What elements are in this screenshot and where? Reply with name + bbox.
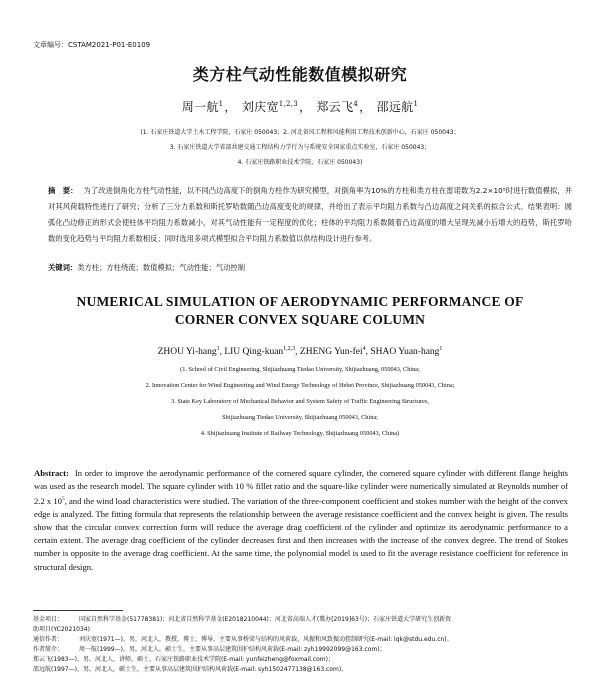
- cn-author: 郑云飞$^4$: [316, 100, 359, 114]
- reynolds-exponent: 5: [61, 496, 65, 503]
- chinese-authors: 周一航$^1$， 刘庆宽$^{1,2,3}$， 郑云飞$^4$， 邵远航$^1$: [181, 100, 419, 114]
- author-bio-line: 邵远航(1997—)，男，河北人，硕士生，主要从事高层建筑围护结构风荷载(E-mail: syh1502477138@163.com)。: [33, 666, 348, 673]
- cn-author: 周一航$^1$: [181, 100, 224, 114]
- author-bio-line: 郑云飞(1983—)，男，河北人，讲师，硕士，石家庄铁路职业技术学院(E-mail: yunfeizheng@foxmail.com)；: [33, 656, 334, 663]
- fund-footnote: [33, 614, 573, 623]
- en-affiliation-line: 3. State Key Laboratory of Mechanical Behavior and System Safety of Traffic Engineering Structures,: [171, 398, 429, 405]
- article-number: 文章编号：CSTAM2021-P01-E0109: [33, 41, 151, 49]
- english-abstract: [34, 467, 568, 574]
- chinese-abstract: [48, 183, 572, 247]
- corresponding-text: 刘庆宽(1971—)，男，河北人，教授，博士，博导，主要从事桥梁与结构的风荷载、风振和风致振动控制研究(E-mail: lqk@stdu.edu.cn)。: [79, 636, 453, 643]
- en-abstract-text-2: , and the wind load characteristics were studied. The variation of the three-component coefficient and stokes number with the height of the convex edge is analyzed. The fitting formula that represents the relationship between the average resistance coefficient and the convex height is given. The results show that the circular convex correction form will reduce the average drag coefficient of the cylinder and optimize its aerodynamic performance to a certain extent. The average drag coefficient of the cylinder decreases first and then increases with the increase of the convex degree. The trend of Stokes number is opposite to the average drag coefficient. At the same time, the polynomial model is used to fit the average resistance coefficient for reference in structural design.: [34, 496, 568, 572]
- chinese-title: 类方柱气动性能数值模拟研究: [192, 65, 408, 84]
- cn-author: 邵远航$^1$: [376, 100, 419, 114]
- en-abstract-label: Abstract:: [34, 468, 69, 478]
- corresponding-author-footnote: [33, 634, 573, 643]
- cn-abstract-label: 摘 要：: [48, 186, 78, 195]
- en-author: SHAO Yuan-hang$^1$: [370, 346, 443, 357]
- cn-affiliation-line: (1. 石家庄铁道大学土木工程学院，石家庄 050043；2. 河北省风工程和风能利用工程技术创新中心，石家庄 050043；: [140, 129, 460, 136]
- cn-keywords-text: 类方柱；方柱绕流；数值模拟；气动性能；气动控制: [77, 263, 246, 272]
- author-bio-text: 周一航(1999—)，男，河北人，硕士生，主要从事高层建筑围护结构风荷载(E-mail: zyh19992099@163.com)；: [79, 646, 386, 653]
- author-bio-label: 作者简介：: [33, 646, 64, 653]
- en-author: ZHENG Yun-fei$^4$: [299, 346, 366, 357]
- fund-text: 国家自然科学基金(51778381)；河北省自然科学基金(E2018210044)；河北省高端人才(冀办[2019]63号)；石家庄铁道大学研究生创新资: [79, 616, 452, 623]
- en-author: ZHOU Yi-hang$^1$: [157, 346, 220, 357]
- en-affiliation-line: 2. Innovation Center for Wind Engineering and Wind Energy Technology of Hebei Province, Shijiazhuang 050043, China;: [145, 382, 455, 389]
- chinese-keywords: [48, 263, 572, 273]
- cn-affiliation-line: 3. 石家庄铁道大学省部共建交通工程结构力学行为与系统安全国家重点实验室，石家庄 050043；: [169, 144, 431, 151]
- cn-abstract-text: 为了改进倒角化方柱气动性能，以不同凸边高度下的倒角方柱作为研究模型，对倒角率为10%的方柱和类方柱在雷诺数为2.2×10⁵时进行数值模拟，并对其风荷载特性进行了研究；分析了三分力系数和斯托罗哈数随凸边高度变化的规律，并给出了表示平均阻力系数与凸边高度之间关系的拟合公式。结果表明：圆弧化凸边修正的形式会使柱体平均阻力系数减小，对其气动性能有一定程度的优化；柱体的平均阻力系数随着凸边高度的增大呈现先减小后增大的趋势，斯托罗哈数的变化趋势与平均阻力系数相反；同时选用多项式模型拟合平均阻力系数值以供结构设计进行参考。: [48, 186, 573, 243]
- en-affiliation-line: Shijiazhuang Tiedao University, Shijiazhuang 050043, China;: [222, 414, 378, 421]
- cn-author: 刘庆宽$^{1,2,3}$: [241, 100, 299, 114]
- fund-label: 基金项目：: [33, 616, 64, 623]
- author-bio-footnote: [33, 644, 573, 653]
- en-affiliation-line: (1. School of Civil Engineering, Shijiazhuang Tiedao University, Shijiazhuang, 050043, China;: [180, 366, 420, 373]
- english-title-line1: NUMERICAL SIMULATION OF AERODYNAMIC PERFORMANCE OF: [76, 294, 524, 309]
- english-title-line2: CORNER CONVEX SQUARE COLUMN: [174, 312, 426, 327]
- cn-affiliation-line: 4. 石家庄铁路职业技术学院，石家庄 050043): [237, 159, 363, 166]
- cn-keywords-label: 关键词：: [48, 263, 78, 272]
- en-affiliation-line: 4. Shijiazhuang Institute of Railway Technology, Shijiazhuang 050043, China): [200, 430, 400, 437]
- en-author: LIU Qing-kuan$^{1,2,3}$: [224, 346, 296, 357]
- fund-footnote-cont: 助项目(YC2021034): [33, 626, 90, 633]
- english-authors: ZHOU Yi-hang$^1$, LIU Qing-kuan$^{1,2,3}$, ZHENG Yun-fei$^4$, SHAO Yuan-hang$^1$: [157, 346, 443, 357]
- en-abstract-text-1: In order to improve the aerodynamic performance of the cornered square cylinder, the cornered square cylinder with different flange heights was used as the research model. The square cylinder with 10 % fillet ratio and the square-like cylinder were numerically simulated at Reynolds number of 2.2 x 10: [34, 468, 568, 507]
- footnote-divider: [33, 610, 123, 611]
- corresponding-label: 通信作者：: [33, 636, 64, 643]
